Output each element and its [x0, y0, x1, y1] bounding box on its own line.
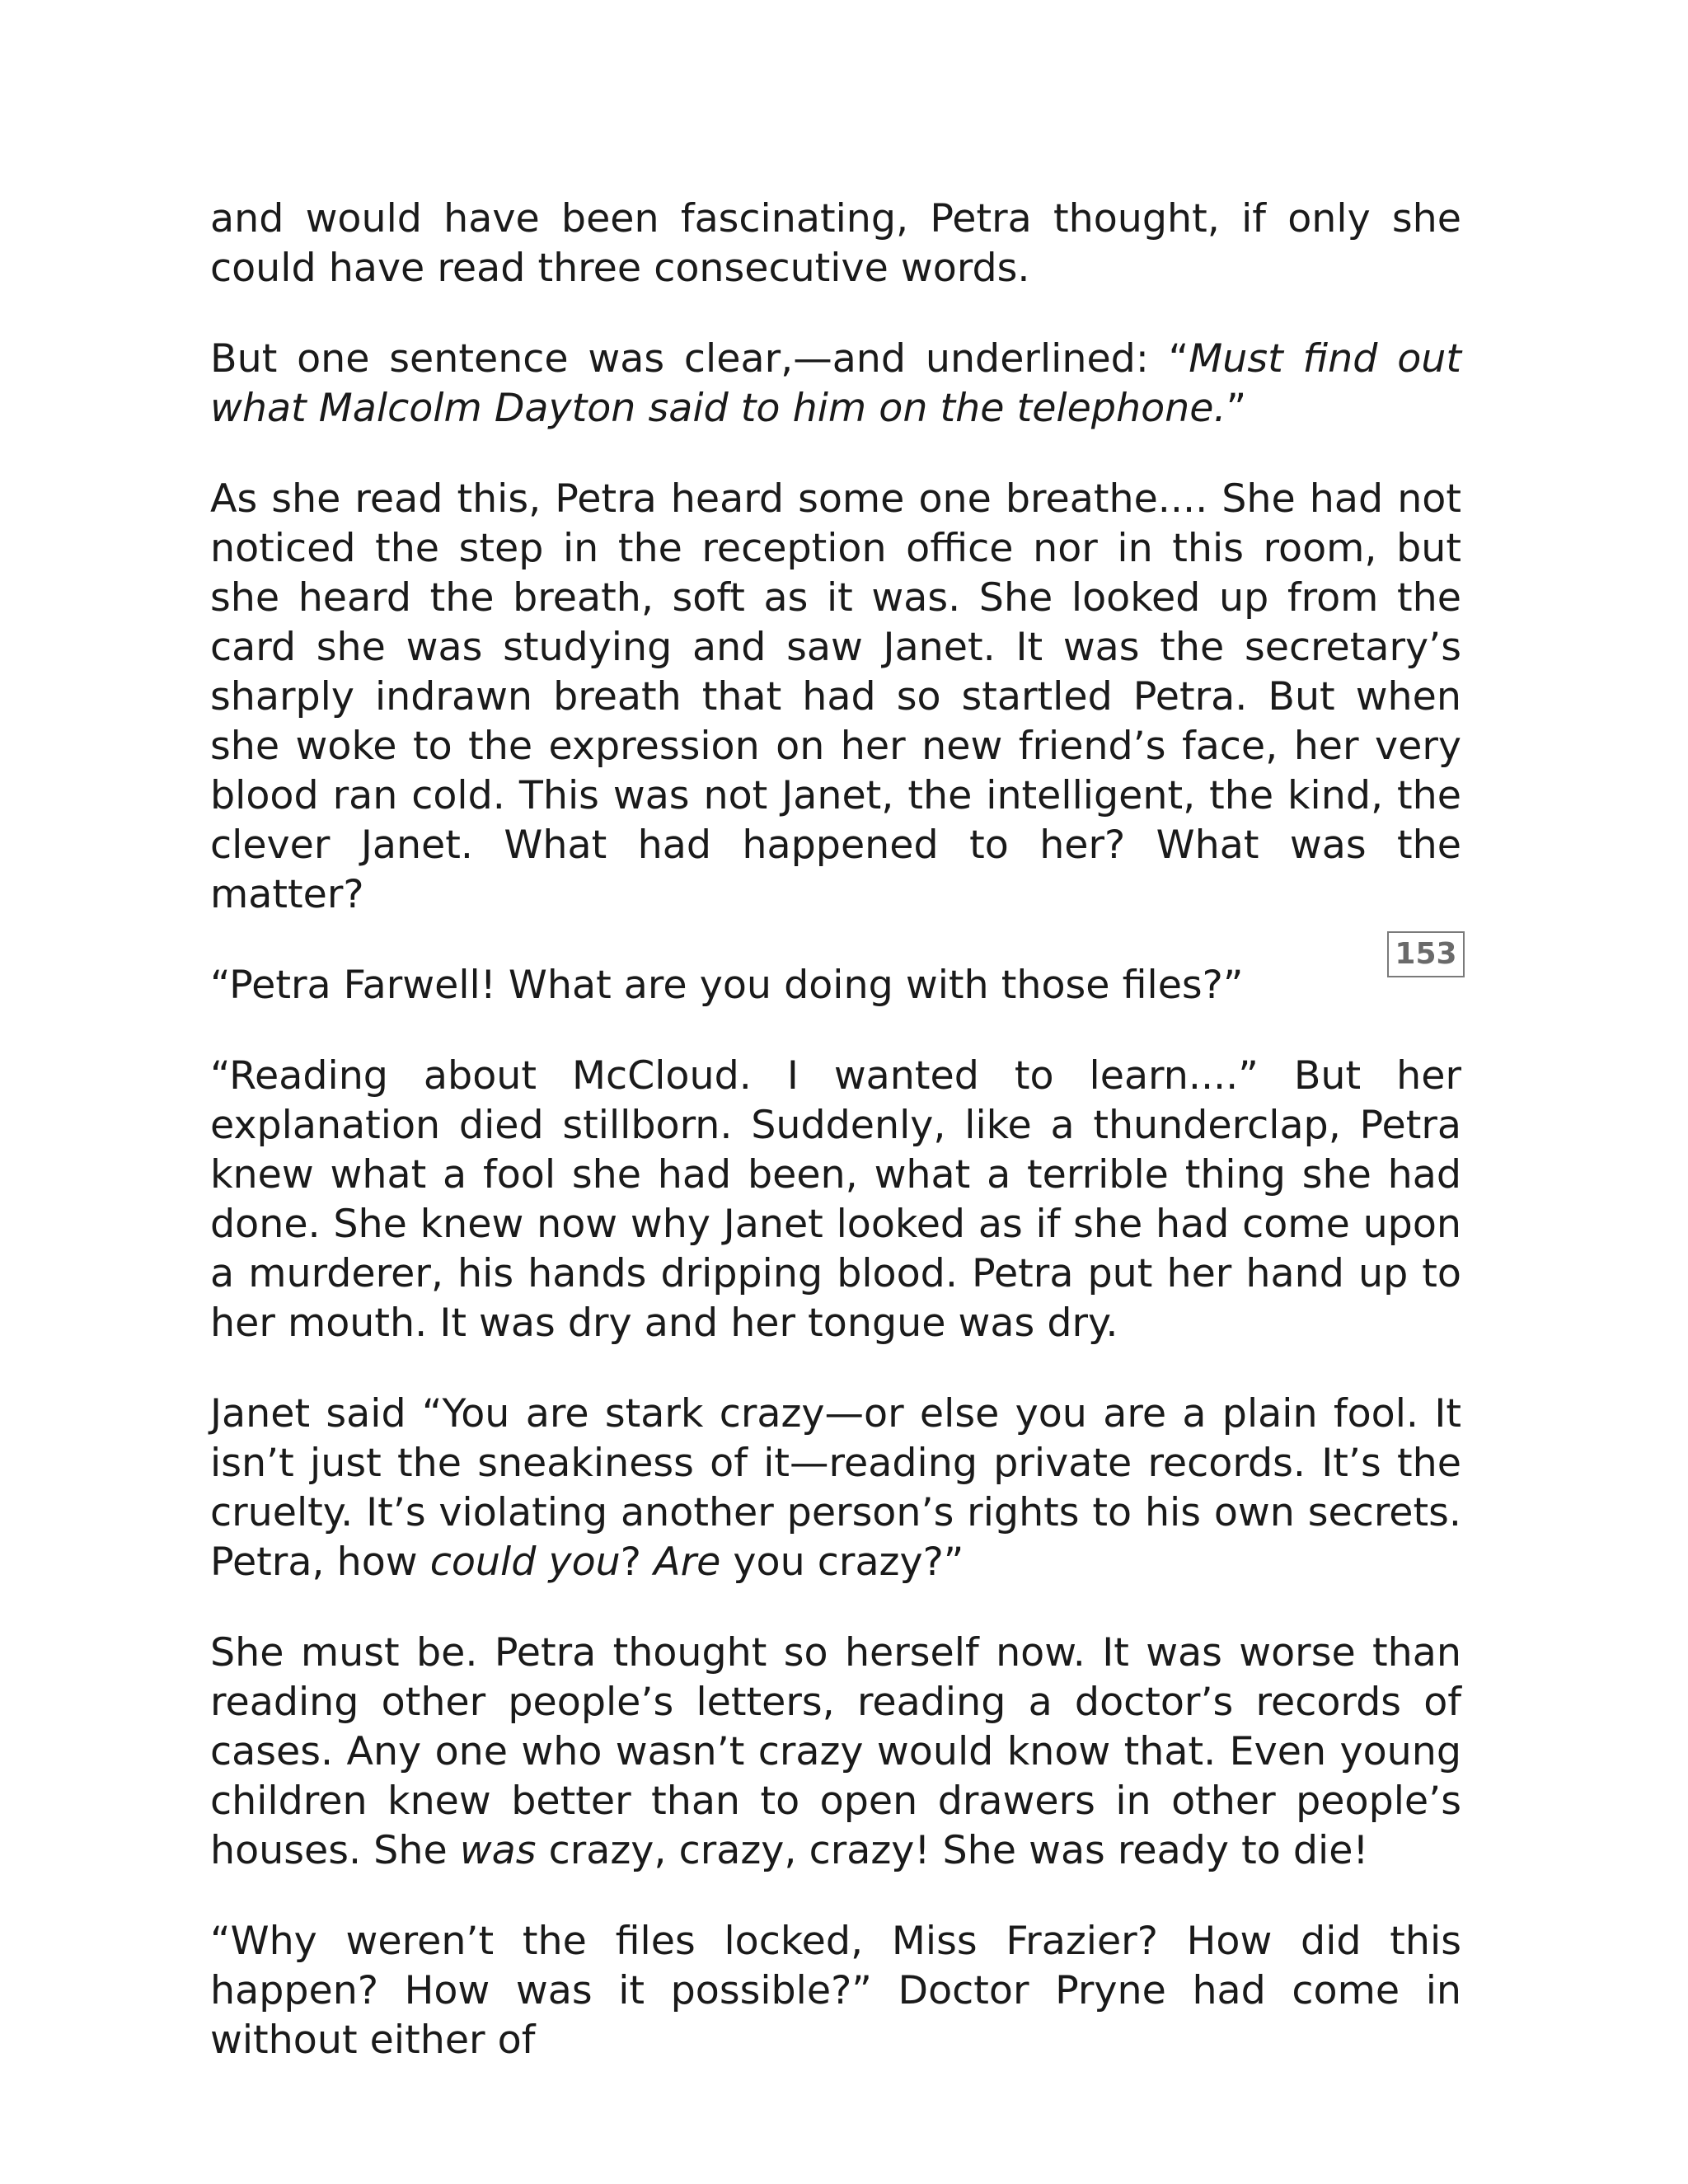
paragraph: [210, 1390, 1461, 1587]
text-segment: you crazy?”: [720, 1540, 964, 1585]
text-segment: As she read this, Petra heard some one breathe.... She had not noticed the step in the reception office nor in this room, but she heard the breath, soft as it was. She looked up from the card she was studying and saw Janet. It was the secretary’s sharply indrawn breath that had so startled Petra. But when she woke to the expression on her new friend’s face, her very blood ran cold. This was not Janet, the intelligent, the kind, the clever Janet. What had happened to her? What was the matter?: [210, 476, 1461, 917]
italic-text: was: [459, 1828, 537, 1873]
text-segment: “Petra Farwell! What are you doing with those files?”: [210, 963, 1244, 1008]
text-segment: crazy, crazy, crazy! She was ready to die!: [536, 1828, 1369, 1873]
text-segment: Janet said “You are stark crazy—or else you are a plain fool. It isn’t just the sneakiness of it—reading private records. It’s the cruelty. It’s violating another person’s rights to his own secrets. Petra, how: [210, 1391, 1461, 1585]
paragraph: [210, 1629, 1461, 1876]
paragraph: [210, 194, 1461, 293]
paragraph: [210, 1917, 1461, 2065]
paragraph: [210, 475, 1461, 920]
paragraph: [210, 335, 1461, 434]
text-segment: ?: [620, 1540, 654, 1585]
text-segment: “Why weren’t the files locked, Miss Frazier? How did this happen? How was it possible?” Doctor Pryne had come in without either of: [210, 1919, 1461, 2063]
italic-text: Are: [654, 1540, 721, 1585]
text-segment: “Reading about McCloud. I wanted to learn....” But her explanation died stillborn. Suddenly, like a thunderclap, Petra knew what a fool she had been, what a terrible thing she had done. She knew now why Janet looked as if she had come upon a murderer, his hands dripping blood. Petra put her hand up to her mouth. It was dry and her tongue was dry.: [210, 1053, 1461, 1346]
text-segment: ”: [1226, 386, 1247, 431]
text-segment: But one sentence was clear,—and underlined: “: [210, 336, 1189, 382]
body-text: [210, 194, 1461, 2107]
italic-text: Must find out what Malcolm Dayton said to him on the telephone.: [210, 336, 1461, 431]
paragraph: [210, 1052, 1461, 1348]
paragraph: [210, 961, 1461, 1010]
italic-text: could you: [429, 1540, 621, 1585]
page-number: 153: [1387, 931, 1465, 977]
text-segment: She must be. Petra thought so herself now. It was worse than reading other people’s letters, reading a doctor’s records of cases. Any one who wasn’t crazy would know that. Even young children knew better than to open drawers in other people’s houses. She: [210, 1630, 1461, 1873]
text-segment: and would have been fascinating, Petra thought, if only she could have read three consecutive words.: [210, 196, 1461, 291]
